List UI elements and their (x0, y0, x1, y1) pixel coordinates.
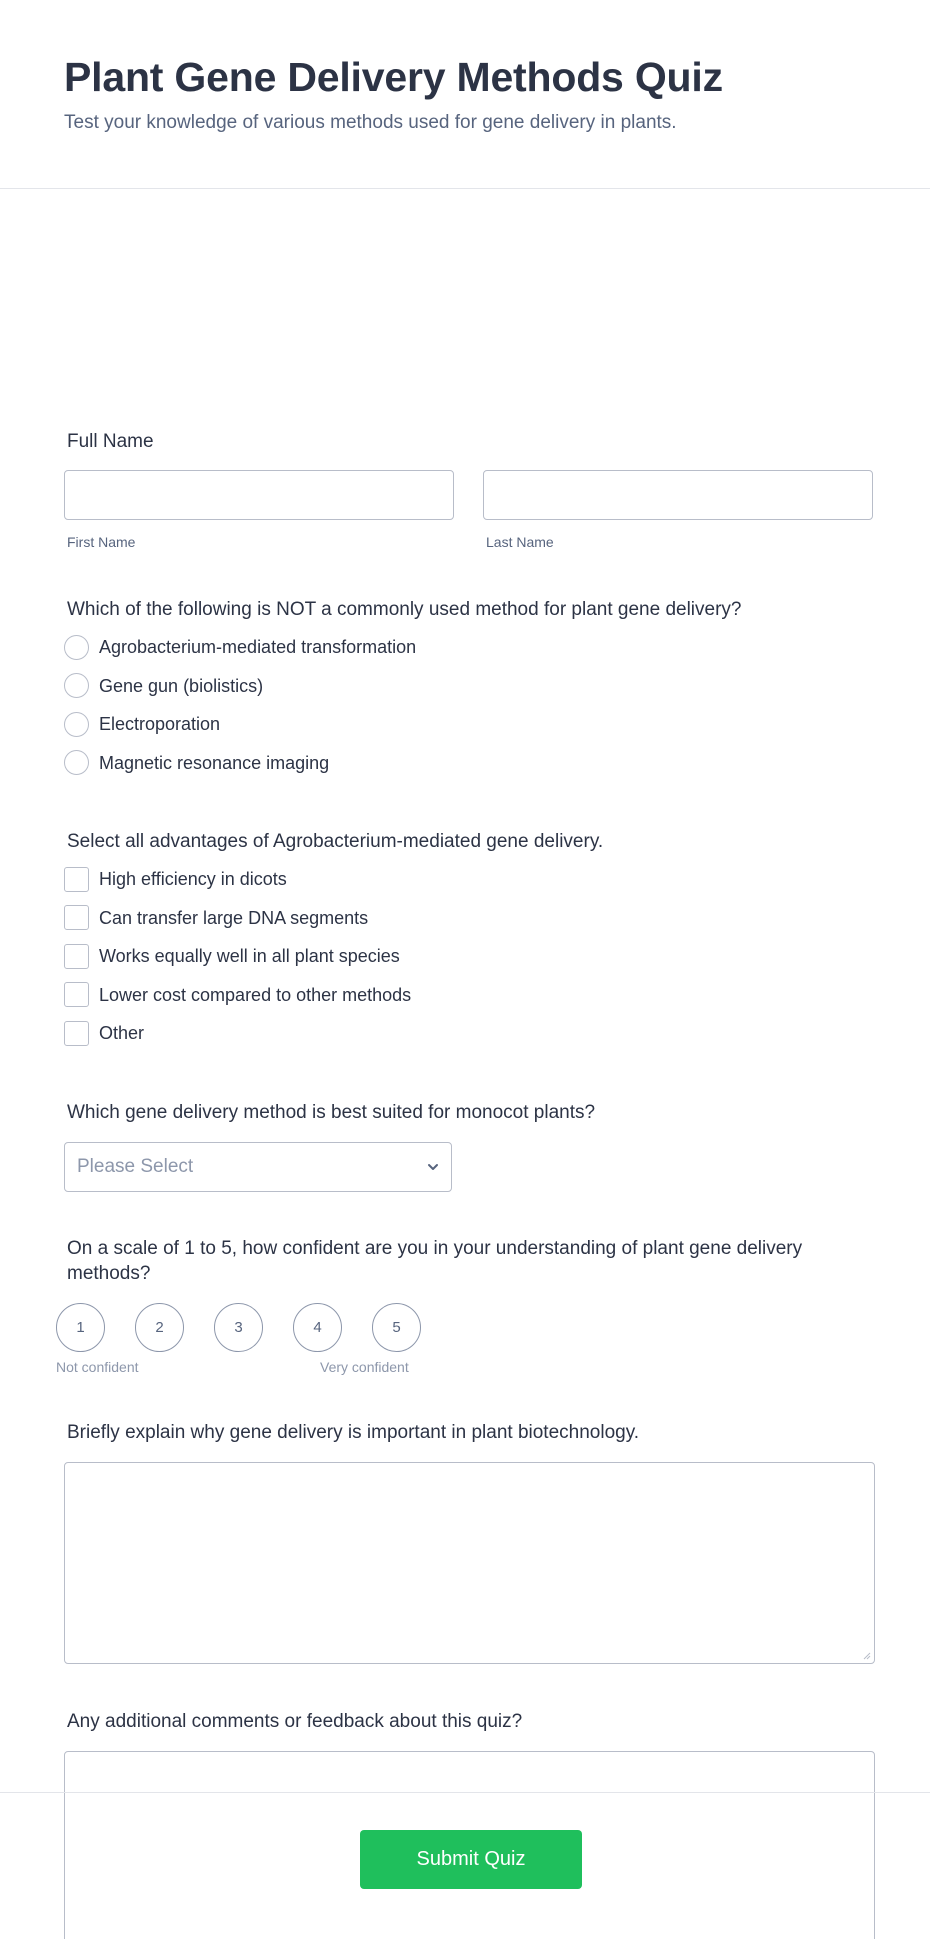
radio-option-label: Agrobacterium-mediated transformation (99, 637, 417, 658)
form-footer (0, 1792, 930, 1939)
dropdown-placeholder: Please Select (77, 1156, 194, 1177)
method-dropdown[interactable] (64, 1142, 452, 1192)
submit-quiz-button[interactable]: Submit Quiz (360, 1830, 582, 1889)
question-1-label: Which of the following is NOT a commonly used method for plant gene delivery? (67, 599, 742, 620)
question-1-section (64, 597, 875, 782)
checkbox-option-label: High efficiency in dicots (99, 869, 287, 890)
full-name-label: Full Name (67, 431, 154, 452)
question-2-options (64, 860, 875, 1053)
radio-option-label: Magnetic resonance imaging (99, 752, 330, 773)
first-name-column (64, 470, 454, 550)
question-4-label: On a scale of 1 to 5, how confident are you in your understanding of plant gene delivery methods? (67, 1238, 803, 1284)
question-5-section (64, 1420, 875, 1664)
resize-handle-icon[interactable] (861, 1650, 871, 1660)
scale-high-label: Very confident (320, 1359, 409, 1375)
checkbox-option[interactable] (64, 937, 875, 976)
radio-button[interactable] (64, 673, 89, 698)
question-5-label: Briefly explain why gene delivery is important in plant biotechnology. (67, 1422, 640, 1443)
checkbox-option-label: Other (99, 1023, 145, 1044)
checkbox-option[interactable] (64, 976, 875, 1015)
radio-button[interactable] (64, 712, 89, 737)
checkbox-option[interactable] (64, 899, 875, 938)
last-name-input[interactable] (483, 470, 873, 520)
last-name-column (483, 470, 873, 550)
form-header (0, 0, 930, 189)
scale-option-5[interactable]: 5 (372, 1303, 421, 1352)
checkbox[interactable] (64, 982, 89, 1007)
scale-option-2[interactable]: 2 (135, 1303, 184, 1352)
page-title: Plant Gene Delivery Methods Quiz (64, 54, 723, 100)
last-name-sublabel: Last Name (486, 534, 554, 550)
checkbox-option[interactable] (64, 1014, 875, 1053)
radio-option-label: Electroporation (99, 714, 221, 735)
name-row (64, 470, 875, 550)
checkbox[interactable] (64, 905, 89, 930)
full-name-section (64, 429, 875, 550)
radio-button[interactable] (64, 750, 89, 775)
explanation-textarea[interactable] (64, 1462, 875, 1664)
checkbox-option-label: Lower cost compared to other methods (99, 984, 412, 1005)
scale-labels (56, 1359, 875, 1379)
chevron-down-icon (427, 1161, 439, 1173)
scale-low-label: Not confident (56, 1359, 139, 1375)
checkbox-option-label: Can transfer large DNA segments (99, 907, 369, 928)
radio-option[interactable] (64, 744, 875, 783)
first-name-sublabel: First Name (67, 534, 136, 550)
radio-option[interactable] (64, 628, 875, 667)
radio-option-label: Gene gun (biolistics) (99, 675, 264, 696)
confidence-scale (56, 1303, 875, 1352)
scale-option-3[interactable]: 3 (214, 1303, 263, 1352)
page-subtitle: Test your knowledge of various methods used for gene delivery in plants. (64, 112, 677, 133)
radio-option[interactable] (64, 705, 875, 744)
first-name-input[interactable] (64, 470, 454, 520)
checkbox-option[interactable] (64, 860, 875, 899)
question-3-section (64, 1100, 875, 1192)
question-2-label: Select all advantages of Agrobacterium-mediated gene delivery. (67, 831, 604, 852)
checkbox-option-label: Works equally well in all plant species (99, 946, 400, 967)
question-3-label: Which gene delivery method is best suited for monocot plants? (67, 1102, 596, 1123)
question-4-section (56, 1236, 875, 1379)
question-1-options (64, 628, 875, 782)
checkbox[interactable] (64, 867, 89, 892)
scale-option-1[interactable]: 1 (56, 1303, 105, 1352)
checkbox[interactable] (64, 944, 89, 969)
scale-option-4[interactable]: 4 (293, 1303, 342, 1352)
checkbox[interactable] (64, 1021, 89, 1046)
question-6-label: Any additional comments or feedback about this quiz? (67, 1711, 523, 1732)
question-2-section (64, 829, 875, 1053)
radio-button[interactable] (64, 635, 89, 660)
radio-option[interactable] (64, 667, 875, 706)
